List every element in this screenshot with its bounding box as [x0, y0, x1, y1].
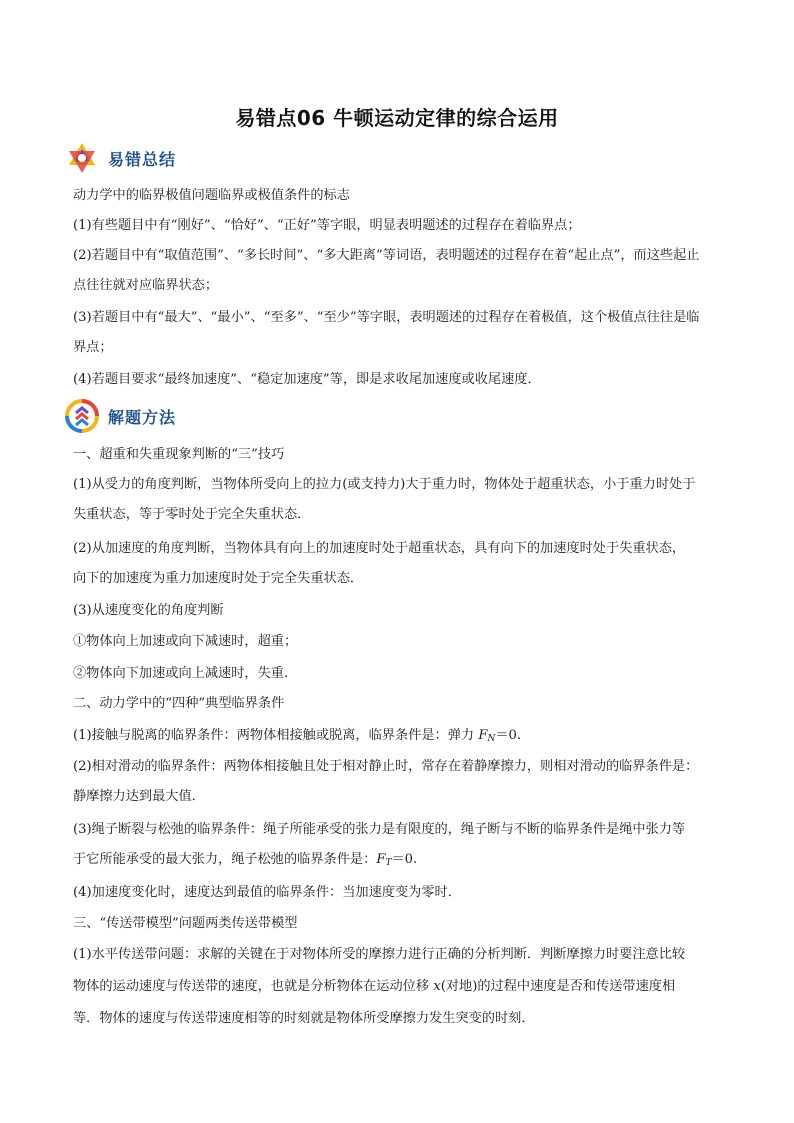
method-heading-1: 一、超重和失重现象判断的“三”技巧	[73, 447, 285, 462]
force-subscript: N	[487, 734, 496, 744]
tension-subscript: T	[385, 858, 392, 868]
belt-point-1	[73, 941, 723, 1032]
method-heading	[64, 398, 176, 434]
critical-condition-2-line-1: (2)相对滑动的临界条件：两物体相接触且处于相对静止时，常存在着静摩擦力，则相对滑动的临界条件是：	[73, 759, 699, 774]
method-point-3b: ②物体向下加速或向上减速时，失重．	[73, 666, 298, 681]
tension-symbol: F	[376, 852, 386, 867]
critical-condition-2	[73, 753, 723, 810]
summary-point-2	[73, 242, 723, 299]
critical-condition-1-text: (1)接触与脱离的临界条件：两物体相接触或脱离，临界条件是：弹力	[73, 728, 479, 743]
belt-point-1-line-2	[73, 973, 723, 1000]
method-point-1-line-2: 失重状态，等于零时处于完全失重状态．	[73, 507, 311, 522]
belt-point-1-text: 物体的运动速度与传送带的速度，也就是分析物体在运动位移	[73, 979, 434, 994]
summary-point-4: (4)若题目要求“最终加速度”、“稳定加速度”等，即是求收尾加速度或收尾速度．	[73, 372, 541, 387]
critical-condition-3-value: ＝0.	[391, 852, 418, 867]
method-heading-label: 解题方法	[108, 407, 177, 427]
belt-point-1-line-3: 等．物体的速度与传送带速度相等的时刻就是物体所受摩擦力发生突变的时刻．	[73, 1011, 535, 1026]
method-point-2	[73, 535, 723, 592]
chevrons-circle-icon	[64, 398, 100, 434]
critical-condition-2-line-2: 静摩擦力达到最大值．	[73, 789, 205, 804]
summary-intro: 动力学中的临界极值问题临界或极值条件的标志	[73, 188, 350, 203]
summary-heading-label: 易错总结	[108, 149, 177, 169]
summary-point-2-line-2: 点往往就对应临界状态；	[73, 278, 219, 293]
method-heading-3: 三、“传送带模型”问题两类传送带模型	[73, 916, 298, 931]
summary-point-2-line-1: (2)若题目中有“取值范围”、“多长时间”、“多大距离”等词语，表明题述的过程存在着“起止点”，而这些起止	[73, 248, 700, 263]
method-point-1	[73, 471, 723, 528]
critical-condition-3	[73, 816, 723, 873]
summary-point-3-line-2: 界点；	[73, 340, 113, 355]
critical-condition-3-line-2	[73, 846, 723, 873]
page-title: 易错点06 牛顿运动定律的综合运用	[235, 106, 559, 130]
method-point-2-line-1: (2)从加速度的角度判断，当物体具有向上的加速度时处于超重状态，具有向下的加速度时处于失重状态，	[73, 541, 686, 556]
critical-condition-4: (4)加速度变化时，速度达到最值的临界条件：当加速度变为零时．	[73, 885, 461, 900]
summary-point-3-line-1: (3)若题目中有“最大”、“最小”、“至多”、“至少”等字眼，表明题述的过程存在着极值，这个极值点往往是临	[73, 310, 700, 325]
method-point-3: (3)从速度变化的角度判断	[73, 603, 224, 618]
method-point-3a: ①物体向上加速或向下减速时，超重；	[73, 634, 298, 649]
belt-point-1-line-1: (1)水平传送带问题：求解的关键在于对物体所受的摩擦力进行正确的分析判断．判断摩擦力时要注意比较	[73, 947, 686, 962]
critical-condition-3-line-1: (3)绳子断裂与松弛的临界条件：绳子所能承受的张力是有限度的，绳子断与不断的临界条件是绳中张力等	[73, 822, 686, 837]
method-point-2-line-2: 向下的加速度为重力加速度时处于完全失重状态．	[73, 571, 364, 586]
critical-condition-3-text: 于它所能承受的最大张力，绳子松弛的临界条件是：	[73, 852, 377, 867]
force-symbol: F	[478, 728, 488, 743]
star-of-david-icon	[64, 140, 100, 176]
belt-point-1-text-tail: (对地)的过程中速度是否和传送带速度相	[440, 979, 676, 994]
summary-point-1: (1)有些题目中有“刚好”、“恰好”、“正好”等字眼，明显表明题述的过程存在着临界点；	[73, 218, 581, 233]
displacement-symbol: x	[433, 979, 441, 994]
summary-heading	[64, 140, 176, 176]
method-heading-2: 二、动力学中的“四种”典型临界条件	[73, 696, 285, 711]
summary-point-3	[73, 304, 723, 361]
critical-condition-1-value: ＝0.	[495, 728, 522, 743]
critical-condition-1	[73, 722, 723, 753]
method-point-1-line-1: (1)从受力的角度判断，当物体所受向上的拉力(或支持力)大于重力时，物体处于超重状态，小于重力时处于	[73, 477, 696, 492]
